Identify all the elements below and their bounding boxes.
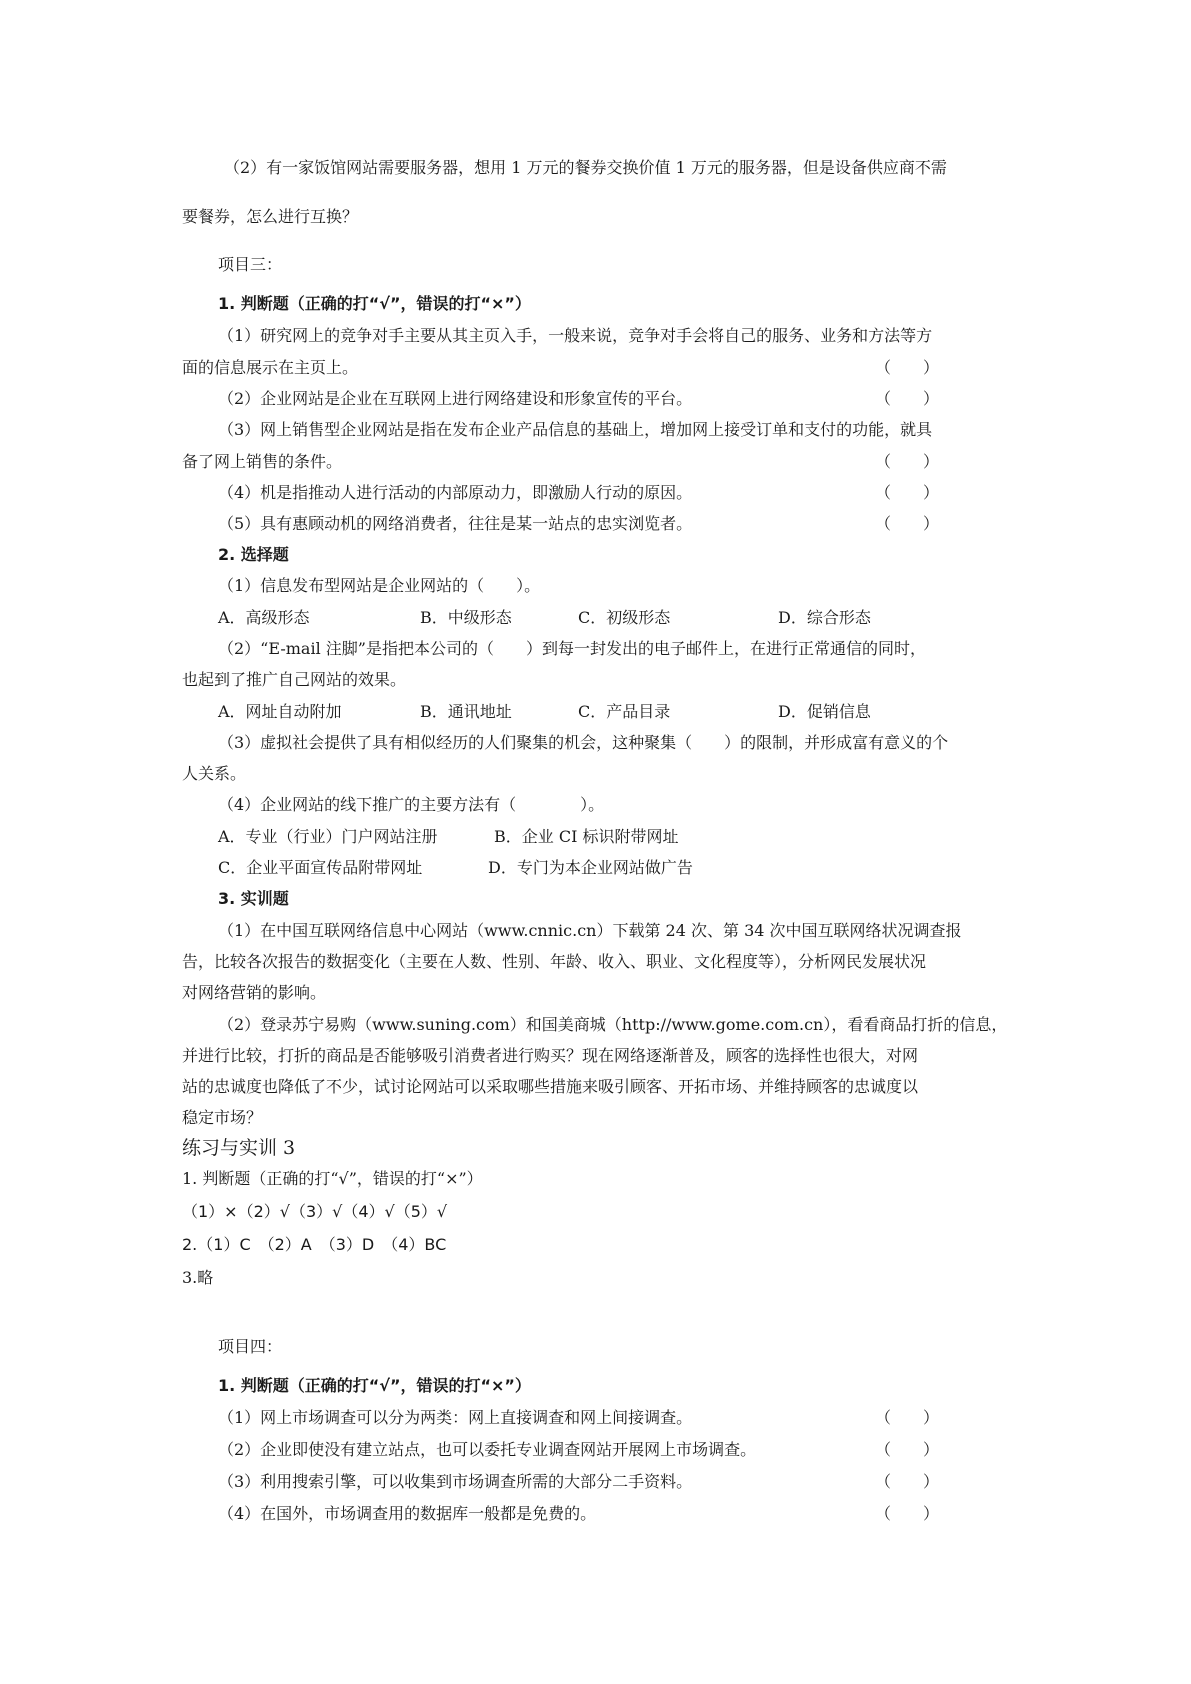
choice-q1: （1）信息发布型网站是企业网站的（ ）。 xyxy=(218,576,541,595)
choice-q3: （3）虚拟社会提供了具有相似经历的人们聚集的机会，这种聚集（ ）的限制，并形成富有意义的个 xyxy=(218,733,949,752)
judge-item-2: （2）企业即使没有建立站点，也可以委托专业调查网站开展网上市场调查。 xyxy=(218,1440,757,1459)
choice-q2: （2）“E-mail 注脚”是指把本公司的（ ）到每一封发出的电子邮件上，在进行正常通信的同时， xyxy=(218,639,926,658)
choice-q2-option-b: B．通讯地址 xyxy=(420,702,512,721)
practice-t1-line: 对网络营销的影响。 xyxy=(182,983,327,1002)
choice-q1-option-c: C．初级形态 xyxy=(578,608,671,627)
judge-item-3-cont: 备了网上销售的条件。 xyxy=(182,452,343,471)
answer-parens: （ ） xyxy=(874,358,939,377)
answers-line-4: 3.略 xyxy=(182,1268,214,1287)
judge-item-1: （1）研究网上的竞争对手主要从其主页入手，一般来说，竞争对手会将自己的服务、业务和方法等方 xyxy=(218,326,933,345)
section-title: 项目三： xyxy=(218,255,283,274)
choice-q1-option-d: D．综合形态 xyxy=(778,608,871,627)
judge-item-4: （4）在国外，市场调查用的数据库一般都是免费的。 xyxy=(218,1504,597,1523)
answer-parens: （ ） xyxy=(874,1408,939,1427)
practice-t2-line: 并进行比较，打折的商品是否能够吸引消费者进行购买？现在网络逐渐普及，顾客的选择性也很大，对网 xyxy=(182,1046,919,1065)
question-line: 要餐券，怎么进行互换？ xyxy=(182,207,359,226)
choice-q2-option-a: A．网址自动附加 xyxy=(218,702,342,721)
answer-parens: （ ） xyxy=(874,1504,939,1523)
choice-q4-option-c: C．企业平面宣传品附带网址 xyxy=(218,858,423,877)
answer-parens: （ ） xyxy=(874,514,939,533)
question-line: （2）有一家饭馆网站需要服务器，想用 1 万元的餐券交换价值 1 万元的服务器，但是设备供应商不需 xyxy=(224,158,947,177)
judge-item-2: （2）企业网站是企业在互联网上进行网络建设和形象宣传的平台。 xyxy=(218,389,693,408)
practice-t2-line: 站的忠诚度也降低了不少，试讨论网站可以采取哪些措施来吸引顾客、开拓市场、并维持顾客的忠诚度以 xyxy=(182,1077,919,1096)
answers-line-3: 2.（1）C （2）A （3）D （4）BC xyxy=(182,1235,447,1254)
practice-t1-line: 告，比较各次报告的数据变化（主要在人数、性别、年龄、收入、职业、文化程度等），分析网民发展状况 xyxy=(182,952,927,971)
choice-q2-option-d: D．促销信息 xyxy=(778,702,871,721)
choice-q1-option-b: B．中级形态 xyxy=(420,608,512,627)
choice-q2-cont: 也起到了推广自己网站的效果。 xyxy=(182,670,407,689)
practice-t2-line: （2）登录苏宁易购（www.suning.com）和国美商城（http://www.gome.com.cn），看看商品打折的信息， xyxy=(218,1015,1008,1034)
choice-q4-option-b: B．企业 CI 标识附带网址 xyxy=(494,827,679,846)
judge-item-4: （4）机是指推动人进行活动的内部原动力，即激励人行动的原因。 xyxy=(218,483,693,502)
choice-q4-option-a: A．专业（行业）门户网站注册 xyxy=(218,827,438,846)
answer-parens: （ ） xyxy=(874,389,939,408)
choice-heading: 2. 选择题 xyxy=(218,545,289,564)
choice-q3-cont: 人关系。 xyxy=(182,764,247,783)
answer-parens: （ ） xyxy=(874,1472,939,1491)
practice-heading: 3. 实训题 xyxy=(218,889,289,908)
practice-t2-line: 稳定市场？ xyxy=(182,1108,263,1127)
choice-q2-option-c: C．产品目录 xyxy=(578,702,671,721)
judge-heading: 1. 判断题（正确的打“√”，错误的打“×”） xyxy=(218,294,531,313)
choice-q1-option-a: A．高级形态 xyxy=(218,608,310,627)
answers-title: 练习与实训 3 xyxy=(182,1137,296,1159)
judge-heading: 1. 判断题（正确的打“√”，错误的打“×”） xyxy=(218,1376,531,1395)
answer-parens: （ ） xyxy=(874,452,939,471)
judge-item-1: （1）网上市场调查可以分为两类：网上直接调查和网上间接调查。 xyxy=(218,1408,693,1427)
answer-parens: （ ） xyxy=(874,1440,939,1459)
answers-line-1: 1. 判断题（正确的打“√”，错误的打“×”） xyxy=(182,1169,483,1188)
judge-item-5: （5）具有惠顾动机的网络消费者，往往是某一站点的忠实浏览者。 xyxy=(218,514,693,533)
choice-q4-option-d: D．专门为本企业网站做广告 xyxy=(488,858,693,877)
answers-line-2: （1）×（2）√（3）√（4）√（5）√ xyxy=(182,1202,448,1221)
practice-t1-line: （1）在中国互联网络信息中心网站（www.cnnic.cn）下载第 24 次、第 34 次中国互联网络状况调查报 xyxy=(218,921,962,940)
judge-item-3: （3）网上销售型企业网站是指在发布企业产品信息的基础上，增加网上接受订单和支付的功能，就具 xyxy=(218,420,933,439)
judge-item-1-cont: 面的信息展示在主页上。 xyxy=(182,358,359,377)
section-title: 项目四： xyxy=(218,1337,283,1356)
judge-item-3: （3）利用搜索引擎，可以收集到市场调查所需的大部分二手资料。 xyxy=(218,1472,693,1491)
answer-parens: （ ） xyxy=(874,483,939,502)
choice-q4: （4）企业网站的线下推广的主要方法有（ ）。 xyxy=(218,795,605,814)
